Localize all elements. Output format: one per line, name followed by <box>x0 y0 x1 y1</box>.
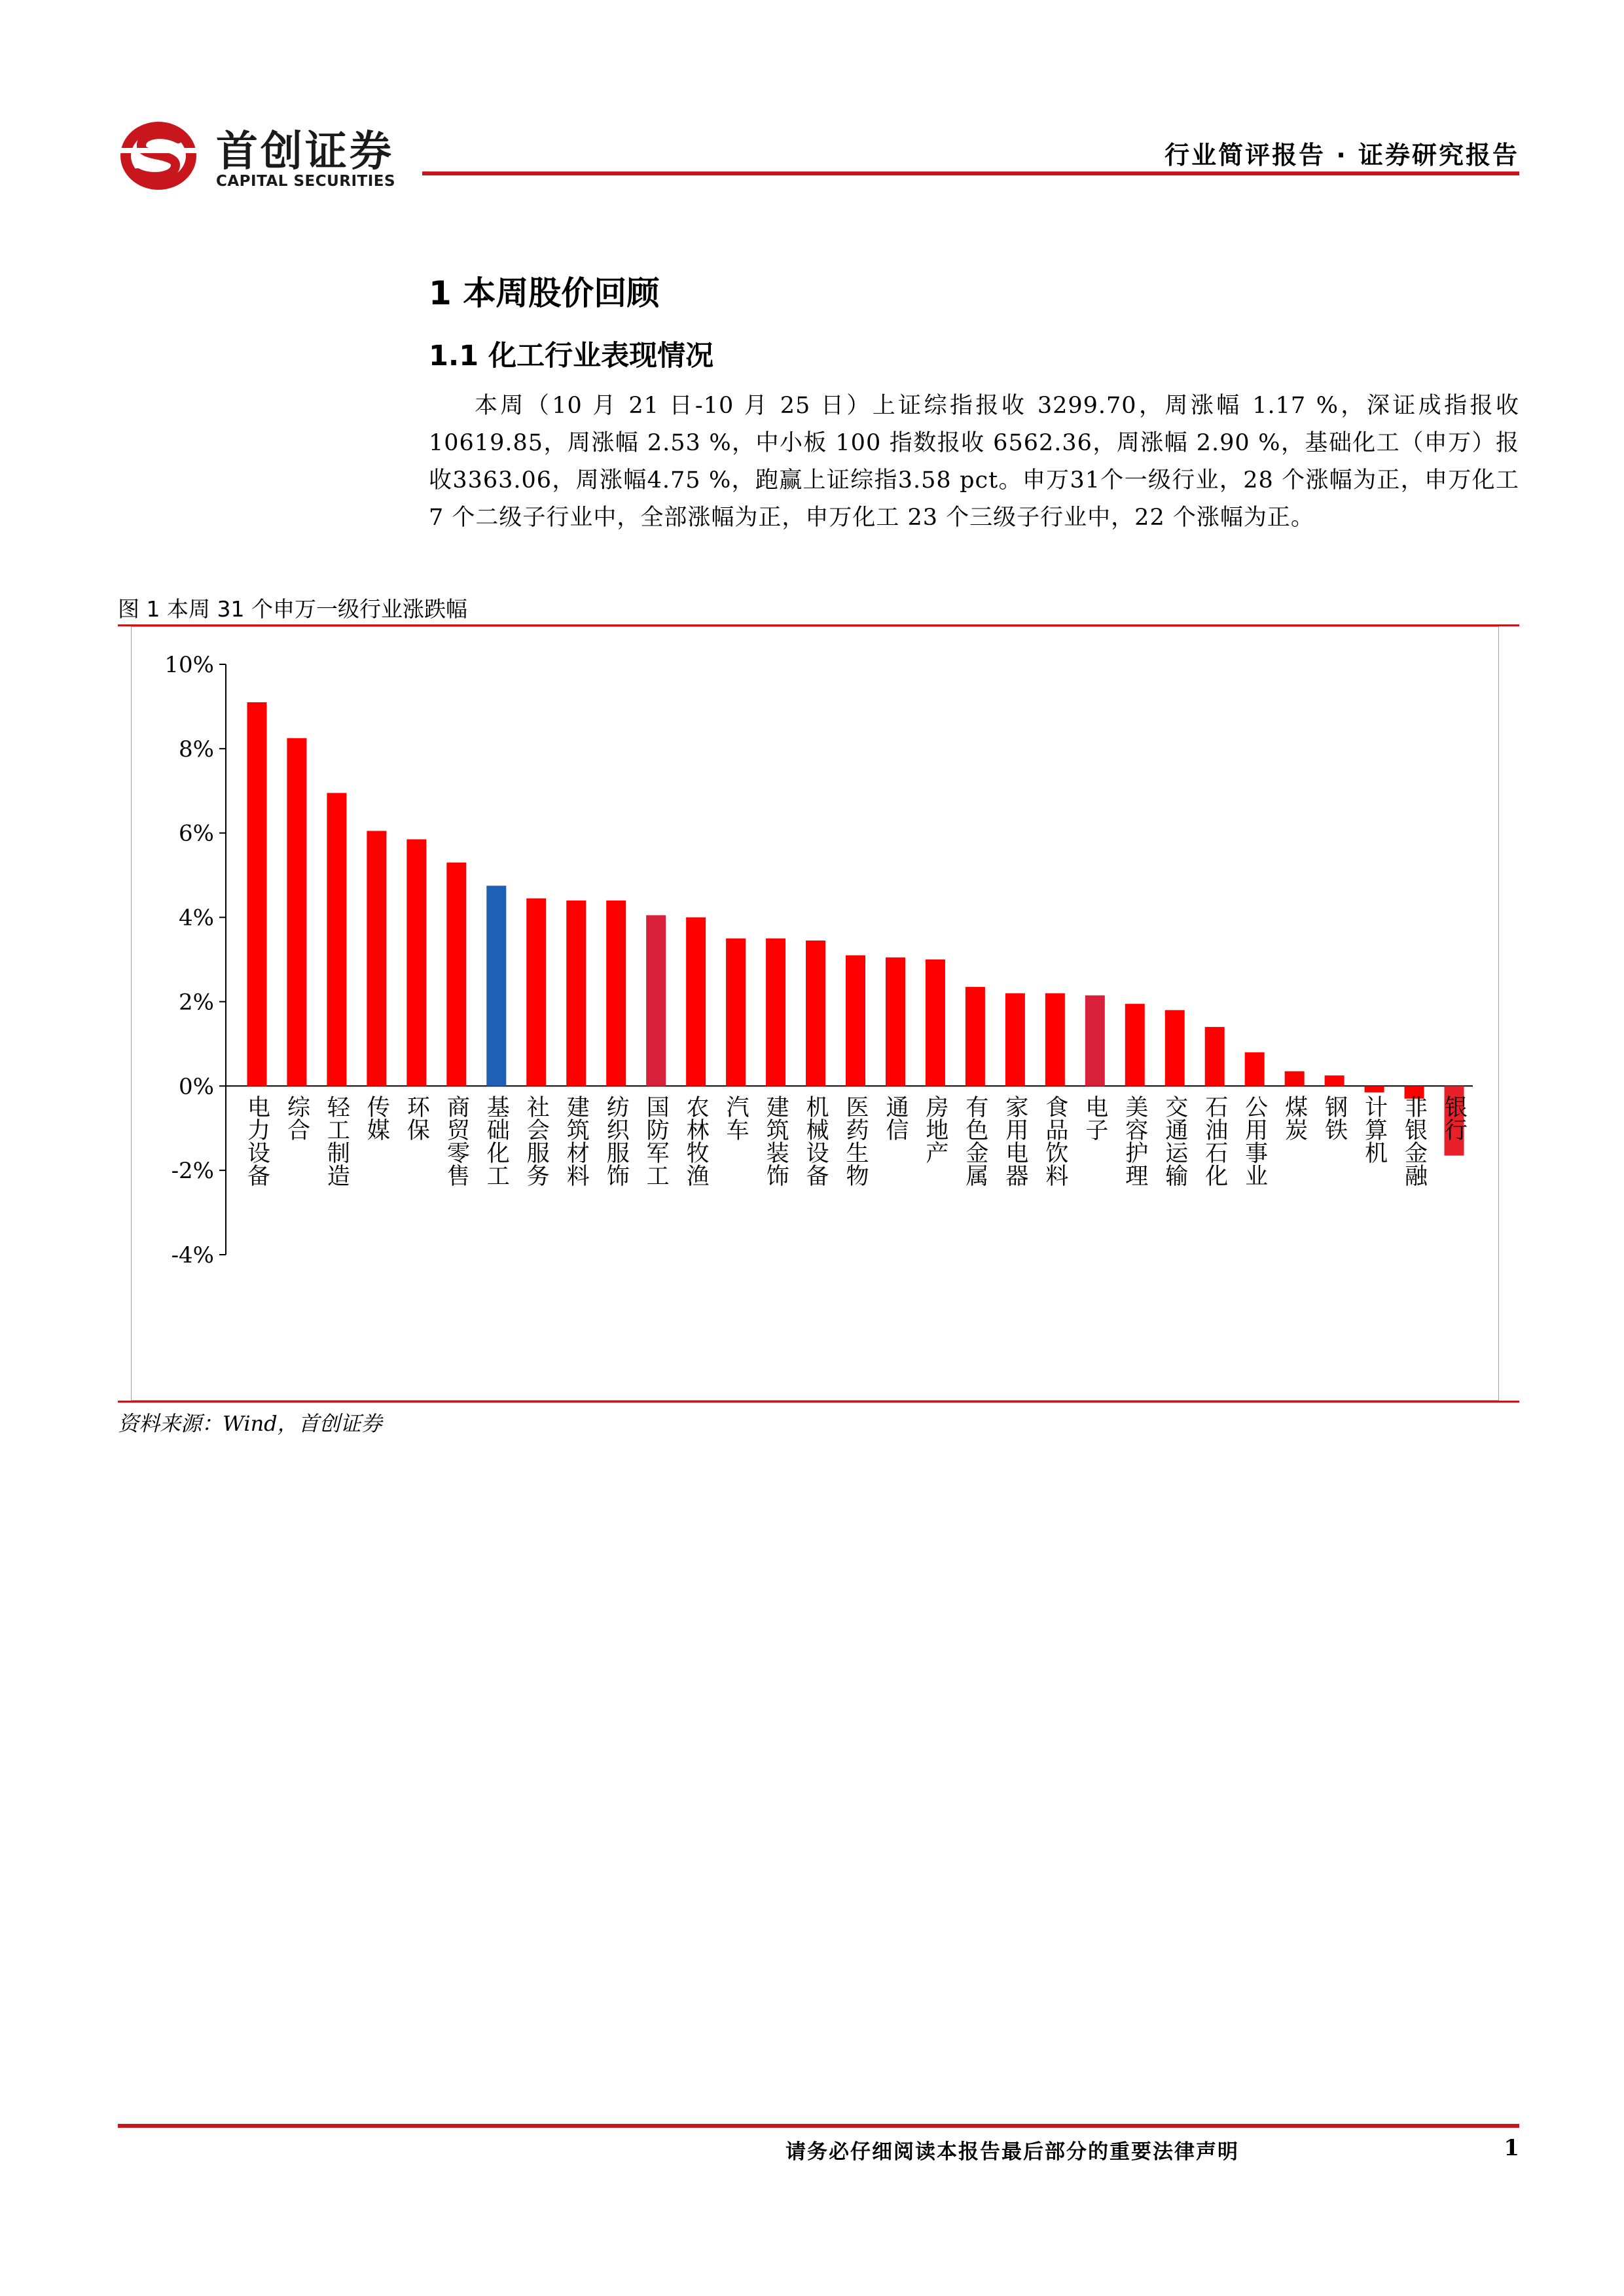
figure-bottom-rule <box>118 1401 1519 1403</box>
x-category-label: 电力设备 <box>244 1095 270 1187</box>
bar <box>646 915 666 1086</box>
x-category-label: 纺织服饰 <box>603 1095 630 1187</box>
bar <box>1005 994 1025 1086</box>
bar <box>606 901 626 1086</box>
company-logo <box>118 118 432 196</box>
x-category-label: 公用事业 <box>1241 1095 1268 1187</box>
bar <box>1085 996 1105 1086</box>
bar <box>686 918 706 1086</box>
footer-divider <box>118 2124 1519 2128</box>
bar <box>486 886 506 1086</box>
x-category-label: 钢铁 <box>1321 1095 1348 1141</box>
x-category-label: 家用电器 <box>1001 1095 1028 1187</box>
bar <box>526 899 546 1086</box>
subsection-heading: 1.1 化工行业表现情况 <box>429 340 714 372</box>
bar <box>726 939 746 1086</box>
bar <box>1205 1027 1225 1086</box>
page-number: 1 <box>1504 2135 1519 2161</box>
x-category-label: 美容护理 <box>1121 1095 1148 1187</box>
x-category-label: 基础化工 <box>483 1095 510 1187</box>
x-category-label: 银行 <box>1441 1095 1468 1141</box>
bar <box>1045 994 1065 1086</box>
x-category-label: 有色金属 <box>962 1095 988 1187</box>
figure-title: 图 1 本周 31 个申万一级行业涨跌幅 <box>118 596 467 622</box>
bar <box>766 939 785 1086</box>
bar <box>965 987 985 1086</box>
y-tick-label: -2% <box>171 1158 214 1185</box>
x-category-label: 商贸零售 <box>443 1095 470 1187</box>
x-category-label: 传媒 <box>363 1095 390 1141</box>
x-category-label: 通信 <box>882 1095 909 1141</box>
figure-source: 资料来源：Wind，首创证券 <box>118 1411 382 1436</box>
legal-notice: 请务必仔细阅读本报告最后部分的重要法律声明 <box>785 2140 1239 2164</box>
bar <box>446 863 466 1086</box>
y-tick-label: 6% <box>179 820 214 847</box>
y-tick-label: 10% <box>164 652 214 678</box>
y-tick-label: 4% <box>179 905 214 931</box>
x-category-label: 电子 <box>1081 1095 1108 1141</box>
y-tick-label: 2% <box>179 989 214 1016</box>
x-category-label: 计算机 <box>1361 1095 1388 1164</box>
figure-chart <box>131 626 1499 1401</box>
x-category-label: 环保 <box>403 1095 430 1141</box>
y-tick-label: -4% <box>171 1242 214 1268</box>
bar <box>367 831 386 1086</box>
bar <box>566 901 586 1086</box>
x-category-label: 机械设备 <box>803 1095 829 1187</box>
x-category-label: 医药生物 <box>842 1095 869 1187</box>
body-paragraph: 本周（10 月 21 日-10 月 25 日）上证综指报收 3299.70，周涨幅 1.17 %，深证成指报收 10619.85，周涨幅 2.53 %，中小板 100 指数报收 6562.36，周涨幅 2.90 %，基础化工（申万）报收3363.06，周涨幅4.75 %，跑赢上证综指3.58 pct。申万31个一级行业，28 个涨幅为正，申万化工 7 个二级子行业中，全部涨幅为正，申万化工 23 个三级子行业中，22 个涨幅为正。 <box>429 393 1519 531</box>
x-category-label: 汽车 <box>723 1095 749 1141</box>
bar-chart <box>131 626 1499 1401</box>
y-tick-label: 8% <box>179 736 214 762</box>
x-category-label: 综合 <box>283 1095 310 1141</box>
bar <box>926 960 945 1086</box>
logo-english-name: CAPITAL SECURITIES <box>216 173 396 190</box>
bar <box>1245 1052 1265 1086</box>
header-divider <box>422 171 1519 175</box>
x-category-label: 交通运输 <box>1161 1095 1188 1187</box>
x-category-label: 房地产 <box>922 1095 948 1164</box>
x-category-label: 石油石化 <box>1201 1095 1228 1187</box>
x-category-label: 非银金融 <box>1401 1095 1428 1187</box>
bar <box>247 702 266 1086</box>
bar <box>846 956 865 1086</box>
bar <box>406 839 426 1086</box>
bar <box>1165 1010 1185 1086</box>
x-category-label: 轻工制造 <box>323 1095 350 1187</box>
logo-mark-icon <box>118 118 209 196</box>
x-category-label: 社会服务 <box>523 1095 550 1187</box>
bar <box>806 941 825 1086</box>
y-tick-label: 0% <box>179 1073 214 1100</box>
logo-chinese-name: 首创证券 <box>216 128 394 176</box>
report-type-label: 行业简评报告 · 证券研究报告 <box>1164 141 1519 170</box>
bar <box>327 793 346 1086</box>
x-category-label: 农林牧渔 <box>683 1095 710 1187</box>
x-category-label: 国防军工 <box>643 1095 670 1187</box>
bar <box>886 958 905 1086</box>
x-category-label: 建筑材料 <box>563 1095 590 1187</box>
section-heading: 1 本周股价回顾 <box>429 274 660 312</box>
x-category-label: 煤炭 <box>1281 1095 1308 1141</box>
x-category-label: 建筑装饰 <box>763 1095 789 1187</box>
bar <box>1365 1086 1384 1092</box>
bar <box>1325 1075 1344 1086</box>
bar <box>1285 1071 1305 1086</box>
bar <box>287 738 306 1086</box>
x-category-label: 食品饮料 <box>1041 1095 1068 1187</box>
bar <box>1125 1004 1145 1086</box>
